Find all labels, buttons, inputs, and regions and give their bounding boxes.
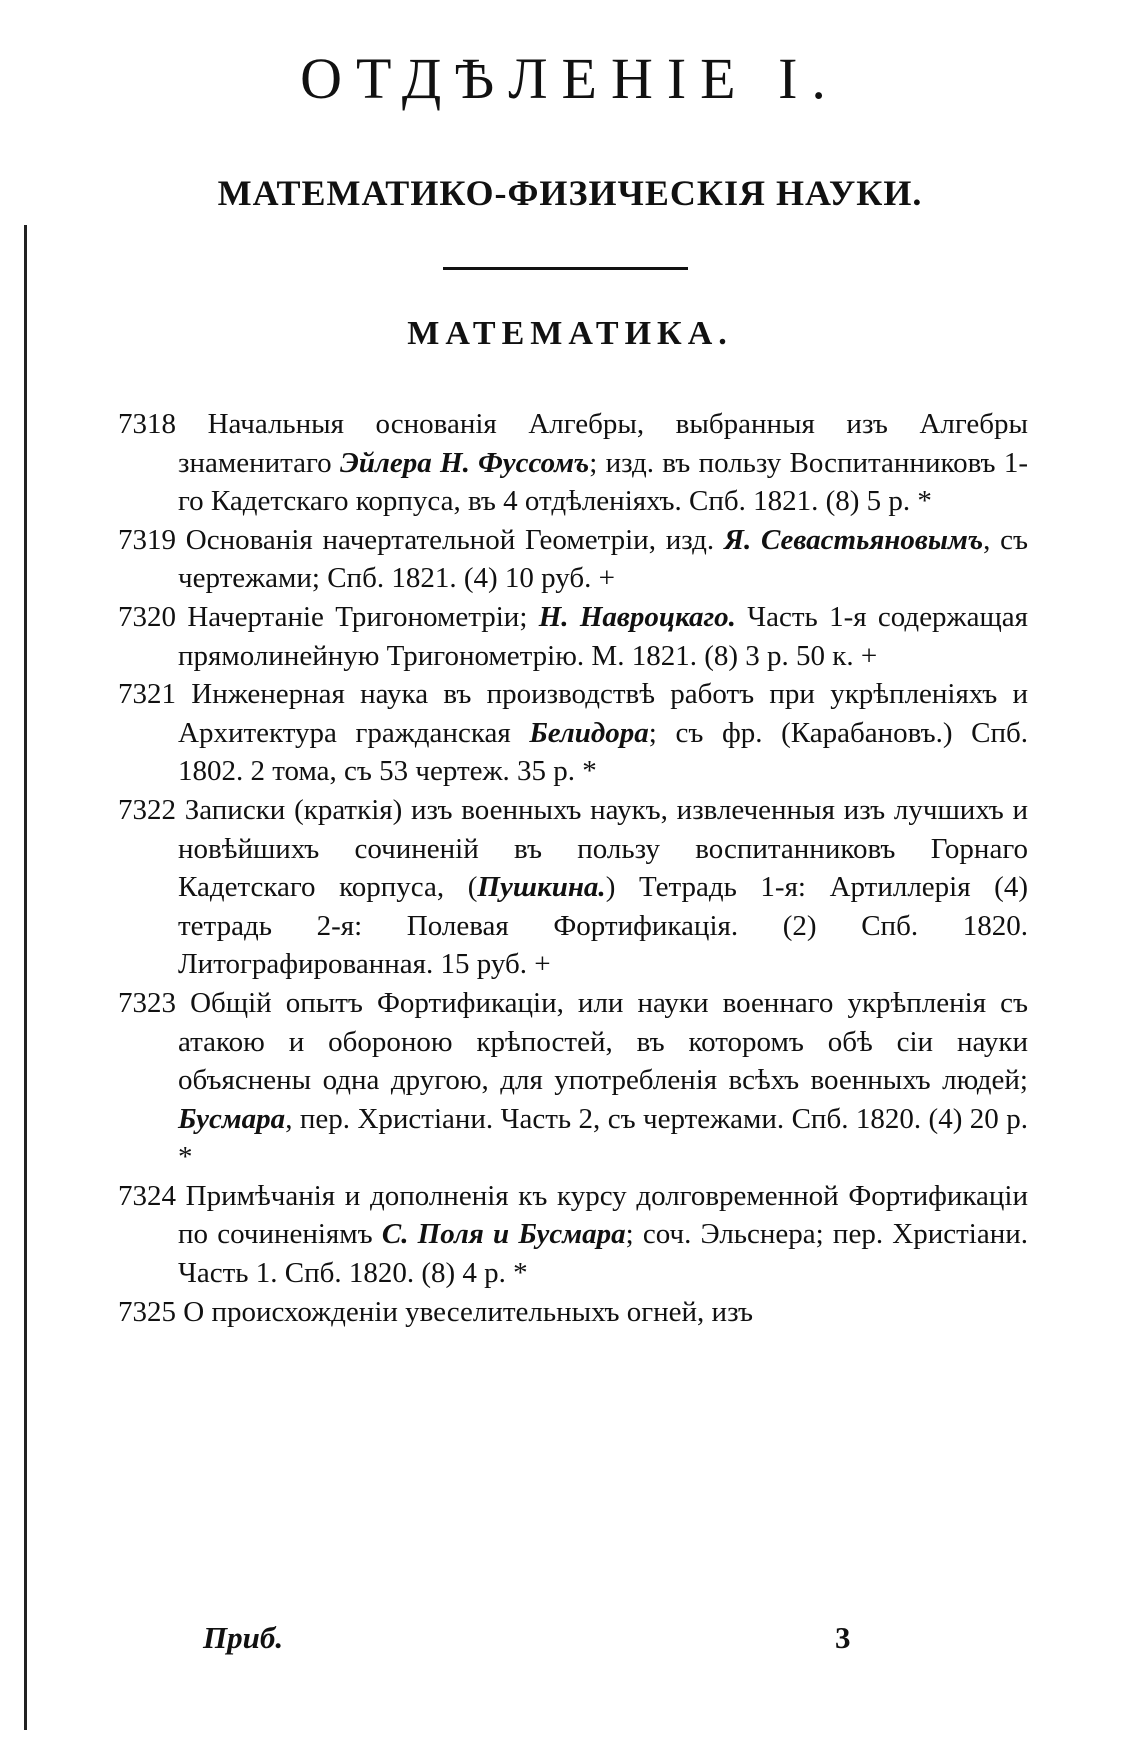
left-margin-rule: [24, 225, 27, 1730]
subject-heading: МАТЕМАТИКА.: [407, 315, 733, 352]
entry-author: Я. Севастьяновымъ: [723, 523, 984, 556]
entry-number: 7318: [118, 408, 176, 440]
entry-author: Бусмара: [178, 1102, 286, 1135]
entry-details: , пер. Христіани. Часть 2, съ чертежами. Спб. 1820. (4) 20 р. *: [178, 1102, 1028, 1174]
signature-mark: 3: [835, 1620, 851, 1655]
catalog-entry: [118, 521, 1028, 598]
entry-text: Общій опытъ Фортификаціи, или науки военнаго укрѣпленія съ атакою и обороною крѣпостей, въ которомъ обѣ сіи науки объяснены одна другою, для употребленія всѣхъ военныхъ людей;: [178, 986, 1028, 1097]
entry-number: 7325: [118, 1295, 176, 1328]
entry-text: Основанія начертательной Геометріи, изд.: [185, 523, 715, 556]
catalog-entry: [118, 405, 1028, 521]
catalog-entry: [118, 791, 1028, 984]
entry-author: Белидора: [529, 716, 649, 749]
entry-text: Начертаніе Тригонометріи;: [187, 600, 528, 633]
catalog-entry: [118, 598, 1028, 675]
entry-number: 7321: [118, 678, 176, 711]
entry-text: Примѣчанія и дополненія къ курсу долговременной Фортификаціи по сочиненіямъ: [178, 1179, 1029, 1251]
entry-details: ; изд. въ пользу Воспитанниковъ 1-го Кадетскаго корпуса, въ 4 отдѣленіяхъ. Спб. 1821. (8) 5 р. *: [178, 446, 1028, 518]
entry-text: Записки (краткія) изъ военныхъ наукъ, извлеченныя изъ лучшихъ и новѣйшихъ сочиненій въ пользу воспитанниковъ Горнаго Кадетскаго корпуса, (: [178, 793, 1028, 904]
catchword: Приб.: [203, 1620, 284, 1655]
entry-author: Эйлера Н. Фуссомъ: [339, 446, 590, 479]
catalog-entry: [118, 1293, 1028, 1332]
entry-number: 7323: [118, 986, 176, 1019]
entry-number: 7319: [118, 523, 176, 556]
catalog-entry: [118, 984, 1028, 1177]
entry-details: ; соч. Эльснера; пер. Христіани. Часть 1. Спб. 1820. (8) 4 р. *: [178, 1218, 1029, 1290]
section-subtitle: МАТЕМАТИКО-ФИЗИЧЕСКІЯ НАУКИ.: [217, 173, 923, 213]
entry-author: С. Поля и Бусмара: [381, 1218, 626, 1251]
entry-text: Начальныя основанія Алгебры, выбранныя изъ Алгебры знаменитаго: [178, 408, 1028, 479]
section-title: ОТДѢЛЕНІЕ I.: [300, 46, 840, 111]
catalog-entries: [118, 405, 1028, 1331]
entry-number: 7322: [118, 793, 176, 826]
entry-text: О происхожденіи увеселительныхъ огней, изъ: [183, 1295, 754, 1328]
entry-details: Часть 1-я содержащая прямолинейную Тригонометрію. М. 1821. (8) 3 р. 50 к. +: [178, 600, 1029, 672]
entry-text: Инженерная наука въ производствѣ работъ при укрѣпленіяхъ и Архитектура гражданская: [178, 678, 1028, 749]
title-divider: [443, 267, 688, 270]
entry-details: ) Тетрадь 1-я: Артиллерія (4) тетрадь 2-я: Полевая Фортификація. (2) Спб. 1820. Литографированная. 15 руб. +: [178, 871, 1028, 981]
entry-number: 7324: [118, 1179, 176, 1212]
entry-author: Н. Навроцкаго.: [538, 600, 736, 633]
entry-details: ; съ фр. (Карабановъ.) Спб. 1802. 2 тома, съ 53 чертеж. 35 р. *: [178, 716, 1028, 788]
entry-author: Пушкина.: [477, 871, 606, 904]
entry-details: , съ чертежами; Спб. 1821. (4) 10 руб. +: [178, 523, 1028, 595]
entry-number: 7320: [118, 600, 176, 633]
catalog-entry: [118, 1177, 1028, 1293]
catalog-entry: [118, 675, 1028, 791]
